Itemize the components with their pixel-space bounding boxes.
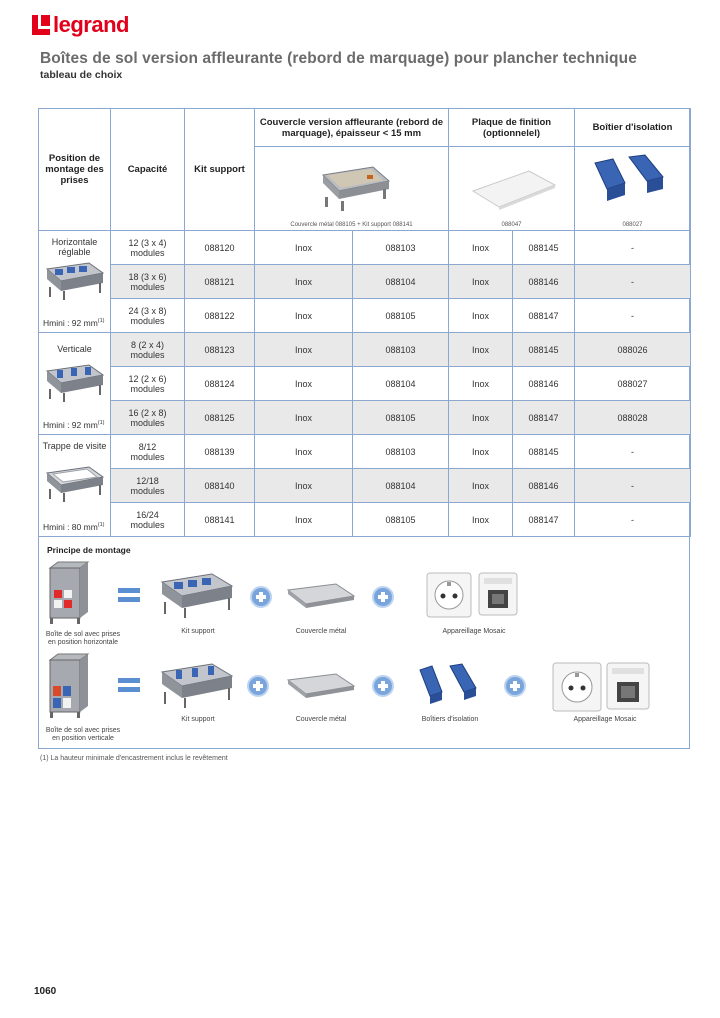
- label-line: Boîte de sol avec prises: [45, 727, 121, 734]
- brand-name: legrand: [53, 12, 129, 37]
- capacity-unit: modules: [130, 383, 165, 394]
- cell-plaque-ref: 088146: [513, 367, 575, 401]
- plus-icon: [247, 675, 269, 697]
- cell-couvercle-ref: 088105: [353, 299, 449, 333]
- cell-kit: 088122: [185, 299, 255, 333]
- mosaic-rj45-image: [478, 572, 518, 616]
- boitiers-isolation-label: Boîtiers d'isolation: [421, 716, 479, 723]
- capacity-unit: modules: [130, 281, 165, 292]
- plaque-caption: 088047: [501, 222, 522, 228]
- capacity-unit: modules: [130, 349, 165, 360]
- category-horizontale: [39, 231, 111, 333]
- kit-support-image: [160, 570, 234, 620]
- category-trappe: [39, 435, 111, 537]
- cell-plaque-material: Inox: [449, 401, 513, 435]
- couvercle-metal-label: Couvercle métal: [295, 628, 347, 635]
- header-plaque: Plaque de finition (optionnelel): [449, 109, 575, 147]
- kit-support-label: Kit support: [181, 716, 215, 723]
- cell-capacite: [111, 231, 185, 265]
- mosaic-outlet-image: [426, 572, 472, 618]
- footnote-ref: (1): [97, 522, 105, 529]
- couvercle-caption: Couvercle métal 088105 + Kit support 088141: [290, 222, 413, 228]
- capacity-unit: modules: [130, 485, 165, 496]
- cell-capacite: [111, 503, 185, 537]
- equals-icon: [118, 586, 140, 604]
- capacity-value: 12/18: [136, 475, 159, 486]
- header-couvercle: Couvercle version affleurante (rebord de marquage), épaisseur < 15 mm: [255, 109, 449, 147]
- cell-plaque-ref: 088146: [513, 265, 575, 299]
- cell-capacite: [111, 401, 185, 435]
- appareillage-mosaic-label: Appareillage Mosaic: [442, 628, 506, 635]
- category-verticale: [39, 333, 111, 435]
- kit-support-image: [160, 660, 234, 710]
- cell-couvercle-ref: 088103: [353, 231, 449, 265]
- couvercle-image-cell: [255, 147, 449, 231]
- floor-box-horizontal-assembled-image: [44, 560, 110, 626]
- cell-capacite: [111, 333, 185, 367]
- capacity-unit: modules: [130, 315, 165, 326]
- cell-boitier-ref: -: [575, 265, 691, 299]
- cell-couvercle-material: Inox: [255, 231, 353, 265]
- plus-icon: [250, 586, 272, 608]
- capacity-value: 18 (3 x 6): [128, 271, 167, 282]
- capacity-unit: modules: [130, 417, 165, 428]
- principe-box-label: [40, 727, 126, 743]
- header-capacite: Capacité: [111, 109, 185, 231]
- category-name: Horizontale réglable: [51, 237, 98, 257]
- cell-plaque-ref: 088145: [513, 231, 575, 265]
- cell-couvercle-ref: 088104: [353, 469, 449, 503]
- cell-couvercle-material: Inox: [255, 469, 353, 503]
- cell-plaque-ref: 088147: [513, 401, 575, 435]
- boitiers-isolation-image: [416, 662, 482, 708]
- capacity-value: 16/24: [136, 509, 159, 520]
- cell-boitier-ref: -: [575, 231, 691, 265]
- cell-couvercle-material: Inox: [255, 265, 353, 299]
- cell-capacite: [111, 435, 185, 469]
- boitier-image: [591, 153, 675, 209]
- cell-plaque-material: Inox: [449, 231, 513, 265]
- capacity-value: 24 (3 x 8): [128, 305, 167, 316]
- principe-box-label: [40, 631, 126, 647]
- plaque-image: [469, 163, 559, 213]
- cell-boitier-ref: -: [575, 435, 691, 469]
- capacity-value: 12 (3 x 4): [128, 237, 167, 248]
- cell-couvercle-material: Inox: [255, 333, 353, 367]
- boitier-image-cell: [575, 147, 691, 231]
- mosaic-rj45-image: [606, 662, 650, 710]
- capacity-value: 16 (2 x 8): [128, 407, 167, 418]
- cell-kit: 088121: [185, 265, 255, 299]
- footnote-ref: (1): [97, 318, 105, 325]
- equals-icon: [118, 676, 140, 694]
- mosaic-outlet-image: [552, 662, 602, 712]
- cell-kit: 088140: [185, 469, 255, 503]
- plaque-image-cell: [449, 147, 575, 231]
- page-subtitle: tableau de choix: [40, 69, 123, 81]
- footnote-ref: (1): [97, 420, 105, 427]
- category-name: Trappe de visite: [42, 441, 107, 451]
- cell-couvercle-material: Inox: [255, 299, 353, 333]
- cell-kit: 088120: [185, 231, 255, 265]
- page-title: Boîtes de sol version affleurante (rebord de marquage) pour plancher technique: [40, 50, 637, 67]
- plus-icon: [372, 586, 394, 608]
- plus-icon: [372, 675, 394, 697]
- capacity-unit: modules: [130, 247, 165, 258]
- cell-kit: 088125: [185, 401, 255, 435]
- cell-couvercle-ref: 088103: [353, 435, 449, 469]
- cell-boitier-ref: 088027: [575, 367, 691, 401]
- cell-boitier-ref: 088026: [575, 333, 691, 367]
- category-hmin: [43, 420, 105, 430]
- footnote: (1) La hauteur minimale d'encastrement inclus le revêtement: [40, 755, 228, 762]
- hmin-value: Hmini : 92 mm: [43, 318, 98, 328]
- cell-plaque-ref: 088145: [513, 435, 575, 469]
- cell-couvercle-material: Inox: [255, 503, 353, 537]
- cell-plaque-material: Inox: [449, 435, 513, 469]
- cell-plaque-material: Inox: [449, 503, 513, 537]
- plus-icon: [504, 675, 526, 697]
- label-line: en position horizontale: [47, 639, 119, 646]
- appareillage-mosaic-label: Appareillage Mosaic: [573, 716, 637, 723]
- cell-kit: 088123: [185, 333, 255, 367]
- cell-couvercle-material: Inox: [255, 401, 353, 435]
- category-name: Verticale: [57, 344, 92, 354]
- cell-plaque-material: Inox: [449, 367, 513, 401]
- capacity-value: 12 (2 x 6): [128, 373, 167, 384]
- cell-plaque-material: Inox: [449, 265, 513, 299]
- cell-plaque-ref: 088147: [513, 299, 575, 333]
- floor-box-horizontal-image: [45, 259, 105, 301]
- kit-support-label: Kit support: [181, 628, 215, 635]
- cell-plaque-ref: 088147: [513, 503, 575, 537]
- cell-boitier-ref: -: [575, 469, 691, 503]
- hmin-value: Hmini : 92 mm: [43, 420, 98, 430]
- boitier-caption: 088027: [622, 222, 643, 228]
- cell-capacite: [111, 299, 185, 333]
- couvercle-metal-label: Couvercle métal: [295, 716, 347, 723]
- cell-couvercle-ref: 088104: [353, 367, 449, 401]
- cell-boitier-ref: -: [575, 503, 691, 537]
- cell-plaque-material: Inox: [449, 333, 513, 367]
- cell-capacite: [111, 367, 185, 401]
- capacity-unit: modules: [130, 451, 165, 462]
- cell-plaque-ref: 088145: [513, 333, 575, 367]
- page-number: 1060: [34, 986, 57, 997]
- header-boitier: Boîtier d'isolation: [575, 109, 691, 147]
- choice-table: [38, 108, 691, 537]
- cell-plaque-material: Inox: [449, 299, 513, 333]
- capacity-value: 8/12: [138, 441, 157, 452]
- cell-couvercle-ref: 088105: [353, 503, 449, 537]
- cell-boitier-ref: -: [575, 299, 691, 333]
- capacity-unit: modules: [130, 519, 165, 530]
- access-hatch-image: [45, 463, 105, 505]
- cell-couvercle-ref: 088103: [353, 333, 449, 367]
- hmin-value: Hmini : 80 mm: [43, 522, 98, 532]
- couvercle-image: [317, 153, 393, 213]
- couvercle-metal-image: [286, 582, 356, 612]
- cell-plaque-material: Inox: [449, 469, 513, 503]
- floor-box-vertical-image: [45, 361, 105, 403]
- legrand-logo: [32, 14, 129, 36]
- header-kit-support: Kit support: [185, 109, 255, 231]
- capacity-value: 8 (2 x 4): [130, 339, 164, 350]
- couvercle-metal-image: [286, 672, 356, 702]
- cell-boitier-ref: 088028: [575, 401, 691, 435]
- cell-couvercle-ref: 088105: [353, 401, 449, 435]
- legrand-logo-icon: [32, 15, 50, 35]
- cell-capacite: [111, 469, 185, 503]
- cell-couvercle-material: Inox: [255, 367, 353, 401]
- cell-kit: 088139: [185, 435, 255, 469]
- category-hmin: [43, 522, 105, 532]
- label-line: Boîte de sol avec prises: [45, 631, 121, 638]
- category-hmin: [43, 318, 105, 328]
- principe-title: Principe de montage: [47, 545, 131, 555]
- header-position: Position de montage des prises: [39, 109, 111, 231]
- cell-couvercle-ref: 088104: [353, 265, 449, 299]
- floor-box-vertical-assembled-image: [44, 652, 110, 722]
- cell-couvercle-material: Inox: [255, 435, 353, 469]
- cell-plaque-ref: 088146: [513, 469, 575, 503]
- cell-kit: 088124: [185, 367, 255, 401]
- cell-kit: 088141: [185, 503, 255, 537]
- label-line: en position verticale: [52, 735, 114, 742]
- cell-capacite: [111, 265, 185, 299]
